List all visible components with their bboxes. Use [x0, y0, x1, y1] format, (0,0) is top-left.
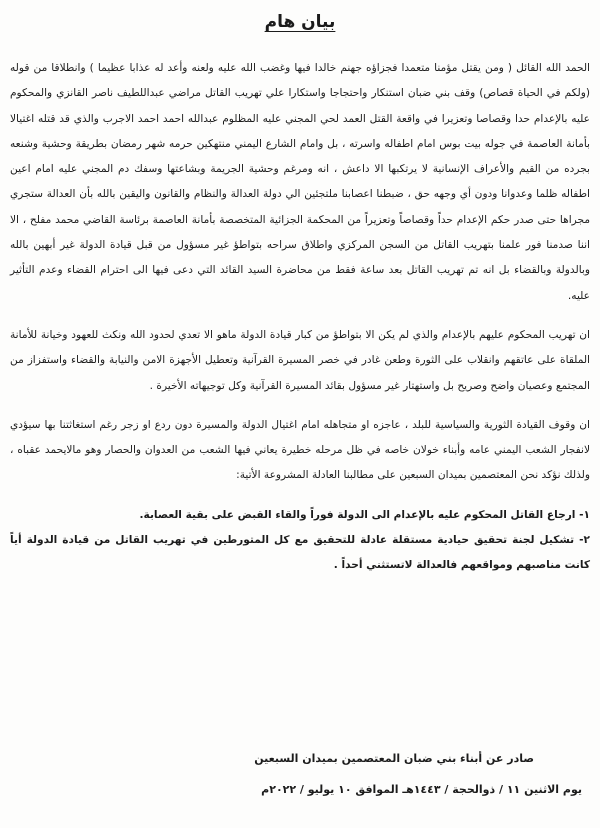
statement-title: بيان هام	[264, 12, 336, 32]
paragraph-smuggling: ان تهريب المحكوم عليهم بالإعدام والذي لم يكن الا بتواطؤ من كبار قيادة الدولة ماهو الا تعدي لحدود الله ونكث للعهود وخيانة للأمانة الملقاة على عاتقهم وانقلاب على الثورة وطعن غادر في خصر المسيرة القرآنية وتعطيل الأجهزة الامن والنيابة والقضاء واستفزاز من المجتمع وعصيان واضح وصريح بل واستهتار غير مسؤول بقائد المسيرة القرآنية وكل توجيهاته الأخيرة .	[10, 328, 590, 392]
statement-body	[10, 56, 590, 579]
paragraph-intro: الحمد الله القائل ( ومن يقتل مؤمنا متعمدا فجزاؤه جهنم خالدا فيها وغضب الله عليه ولعنه وأعد له عذابا عظيما ) وانطلاقا من قوله (ولكم في الحياة قصاص) وقف بني ضبان استنكار واحتجاجا واستكارا علي تهريب القاتل مراضي عبداللطيف ناصر القانزي والمحكوم عليه بالإعدام حدا وقصاصا وتعزيرا في واقعة القتل العمد لحي المجني عليه المظلوم عبدالله احمد احمد الاجرب والذي قد قتله اغتيالا بأمانة العاصمة في جوله بيت بوس امام اطفاله واسرته ، بل وامام الشارع اليمني منتهكين حرمه شهر رمضان بطريقة وحشية وشنعه بجرده من القيم والأعراف الإنسانية لا يرتكبها الا داعش ، انه ومرغم وحشية الجريمة وبشاعتها وسفك دم المجني عليه امام اعين اطفاله ظلما وعدوانا ودون أي وجهه حق ، ضبطنا اعصابنا ملتجئين الي دولة العدالة والنظام والقانون واليقين بالله بأن العدالة ستجري مجراها حتى صدر حكم الإعدام حداً وقصاصاً وتعزيراً من المحكمة الجزائية المتخصصة بأمانة العاصمة برئاسة القاضي محمد مفلح ، الا اننا صدمنا فور علمنا بتهريب القاتل من السجن المركزي واطلاق سراحه بتواطؤ غير مسؤول من قبل قيادة الدولة غير أبهين بالله وبالدولة وبالقضاء بل انه تم تهريب القاتل بعد ساعة فقط من محاضرة السيد القائد التي دعى فيها الى احترام القضاء وعدم التأثير عليه.	[10, 62, 590, 302]
signature-issuer: صادر عن أبناء بني ضبان المعتصمين بميدان السبعين	[254, 752, 534, 765]
paragraph-demands-intro: ان وقوف القيادة الثورية والسياسية للبلد ، عاجزه او متجاهله امام اغتيال الدولة والمسيرة دون ردع او زجر رغم استغاثتنا بها سيؤدي لانفجار الشعب اليمني عامه وأبناء خولان خاصه في ظل مرحله خطيرة يعاني فيها الشعب من العدوان والحصار وهو مالايحمد عقباه ، ولذلك نؤكد نحن المعتصمين بميدان السبعين على مطالبنا العادلة المشروعة الأتية:	[10, 418, 590, 482]
demand-1: ١- ارجاع القاتل المحكوم عليه بالإعدام الى الدولة فوراً والقاء القبض على بقية العصابة.	[139, 508, 590, 521]
signature-date: يوم الاثنين ١١ / ذوالحجة / ١٤٤٣هـ الموافق ١٠ يوليو / ٢٠٢٢م	[261, 783, 582, 796]
demand-2: ٢- تشكيل لجنة تحقيق حيادية مستقلة عادلة للتحقيق مع كل المتورطين في تهريب القاتل من قيادة الدولة أياً كانت مناصبهم ومواقعهم فالعدالة لاتستثني أحداً .	[10, 534, 590, 572]
